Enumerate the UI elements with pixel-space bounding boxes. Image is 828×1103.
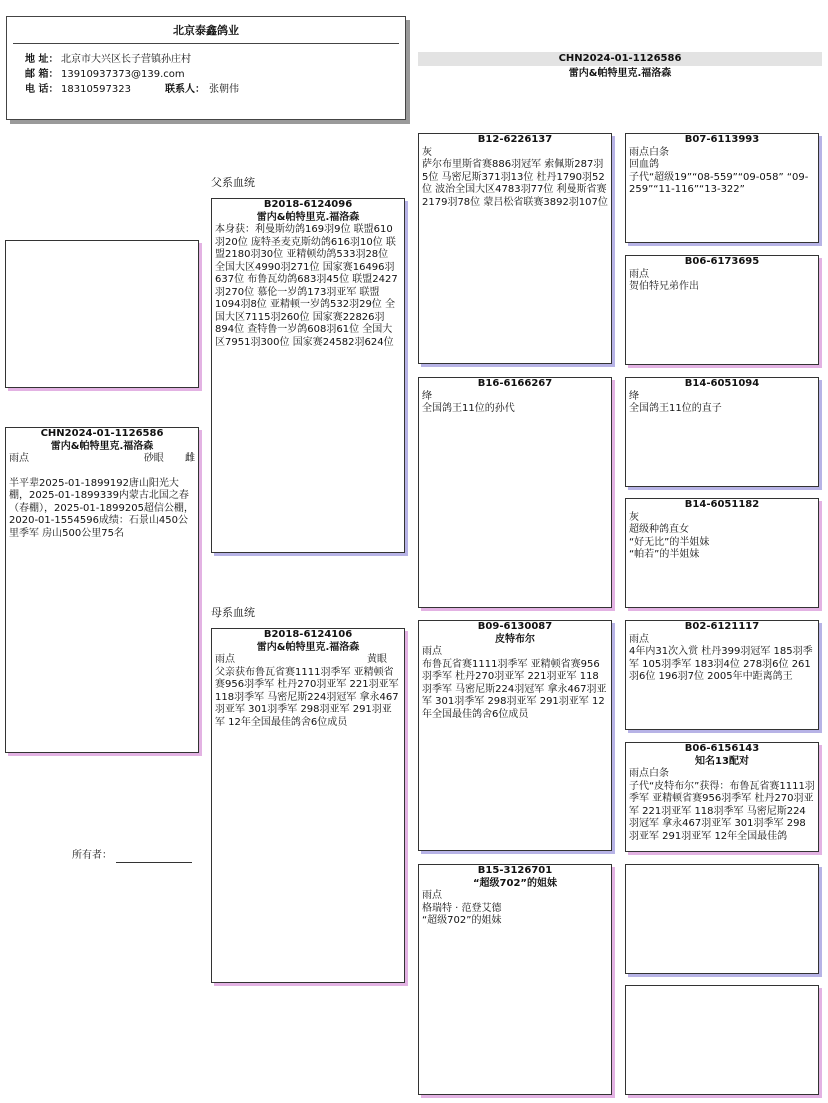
sdd-card: [625, 498, 819, 608]
subject-ring: CHN2024-01-1126586: [40, 428, 164, 439]
subject-card: [5, 427, 199, 753]
sire-dam-card: [418, 377, 612, 608]
sdd-ring: B14-6051182: [684, 499, 760, 510]
dam-dam-card: [418, 864, 612, 1095]
dds-card: [625, 864, 819, 974]
sdd-detail: 超级种鸽直女 “好无比”的半姐妹 “帕若”的半姐妹: [629, 524, 710, 560]
address-value: 北京市大兴区长子营镇孙庄村: [61, 53, 191, 65]
sss-detail: 回血鸽 子代“超级19”“08-559”“09-058” “09-259”“11-116”“13-322”: [629, 159, 809, 195]
sire-sire-ring: B12-6226137: [477, 134, 553, 145]
sds-ring: B14-6051094: [684, 378, 760, 389]
dam-sire-detail: 布鲁瓦省赛1111羽季军 亚精顿省赛956羽季军 杜丹270羽亚军 221羽亚军 118羽季军 马密尼斯224羽冠军 拿永467羽亚军 301羽季军 298羽亚军 291羽亚军 12年全国最佳鸽舍6位成员: [422, 658, 607, 720]
company-name: 北京泰鑫鸽业: [173, 24, 239, 37]
sire-sire-detail: 萨尔布里斯省赛886羽冠军 索佩斯287羽5位 马密尼斯371羽13位 杜丹1790羽52位 波治全国大区4783羽77位 利曼斯省赛2179羽78位 蒙吕松省联赛3892羽107位: [422, 159, 608, 208]
address-row: [7, 52, 405, 67]
ssd-detail: 贺伯特兄弟作出: [629, 281, 699, 292]
header-divider: [13, 43, 399, 44]
dsd-name: 知名13配对: [695, 755, 749, 767]
subject-sex: 雌: [185, 453, 195, 464]
dam-card: [211, 628, 405, 983]
ssd-card: [625, 255, 819, 365]
dam-line-label: 母系血统: [211, 606, 255, 619]
header-card: [6, 16, 406, 120]
dam-sire-ring: B09-6130087: [477, 621, 553, 632]
sds-card: [625, 377, 819, 487]
dss-color: 雨点: [629, 633, 649, 645]
top-ring: CHN2024-01-1126586: [558, 53, 682, 64]
sire-ring: B2018-6124096: [263, 199, 353, 210]
address-label: 地 址：: [25, 53, 59, 65]
dsd-color: 雨点白条: [629, 768, 669, 779]
subject-eye: 砂眼: [143, 453, 164, 464]
top-title-bar: [418, 52, 822, 66]
dam-sire-card: [418, 620, 612, 851]
dss-detail: 4年内31次入赏 杜丹399羽冠军 185羽季军 105羽季军 183羽4位 278羽6位 261羽6位 196羽7位 2005年中距离鸽王: [629, 646, 813, 682]
dam-attributes: [212, 654, 404, 667]
dam-dam-color: 雨点: [422, 890, 442, 901]
top-name: 雷内&帕特里克.福洛森: [568, 68, 672, 79]
ssd-ring: B06-6173695: [684, 256, 760, 267]
dam-name: 雷内&帕特里克.福洛森: [256, 641, 360, 653]
subject-name: 雷内&帕特里克.福洛森: [50, 440, 154, 452]
photo-placeholder: [5, 240, 199, 388]
email-row: [7, 67, 405, 82]
dam-dam-detail: 格瑞特 · 范登艾德 “超级702”的姐妹: [422, 902, 502, 926]
email-label: 邮 箱：: [25, 68, 59, 80]
contact-value: 张朝伟: [209, 83, 239, 95]
owner-label: 所有者：: [72, 850, 112, 861]
sss-card: [625, 133, 819, 243]
sdd-color: 灰: [629, 511, 639, 523]
dam-color: 雨点: [215, 654, 235, 665]
dsd-card: [625, 742, 819, 852]
sire-sire-color: 灰: [422, 146, 432, 158]
dam-dam-name: “超级702”的姐妹: [472, 877, 558, 889]
subject-color: 雨点: [9, 453, 29, 464]
owner-row: [72, 850, 192, 863]
subject-detail: 半平辈2025-01-1899192唐山阳光大棚，2025-01-1899339内蒙古北国之春（春棚），2025-01-1899205超信公棚，2020-01-1554596成绩：石景山450公里季军 房山500公里75名: [9, 477, 194, 539]
dam-dam-ring: B15-3126701: [477, 865, 553, 876]
contact-label: 联系人：: [165, 83, 205, 95]
sire-name: 雷内&帕特里克.福洛森: [256, 211, 360, 223]
ddd-card: [625, 985, 819, 1095]
sire-sire-card: [418, 133, 612, 364]
sds-detail: 全国鸽王11位的直子: [629, 403, 722, 414]
ssd-color: 雨点: [629, 268, 649, 280]
dam-ring: B2018-6124106: [263, 629, 353, 640]
dam-detail: 父亲获布鲁瓦省赛1111羽季军 亚精顿省赛956羽季军 杜丹270羽亚军 221羽亚军 118羽季军 马密尼斯224羽冠军 拿永467羽亚军 301羽季军 298羽亚军 291羽亚军 12年全国最佳鸽舍6位成员: [215, 666, 402, 728]
sire-dam-ring: B16-6166267: [477, 378, 553, 389]
sss-ring: B07-6113993: [684, 134, 760, 145]
phone-row: [7, 82, 405, 97]
dsd-ring: B06-6156143: [684, 743, 760, 754]
dam-sire-color: 雨点: [422, 646, 442, 657]
dam-sire-name: 皮特布尔: [495, 633, 535, 645]
dss-ring: B02-6121117: [684, 621, 760, 632]
sire-dam-detail: 全国鸽王11位的孙代: [422, 403, 515, 414]
sds-color: 绛: [629, 390, 639, 402]
dss-card: [625, 620, 819, 730]
dam-eye: 黄眼: [367, 654, 387, 665]
sire-detail: 本身获：利曼斯幼鸽169羽9位 联盟610羽20位 庞特圣麦克斯幼鸽616羽10位 联盟2180羽30位 亚精顿幼鸽533羽28位 全国大区4990羽271位 国家赛16496羽637位 布鲁瓦幼鸽683羽45位 联盟2427羽270位 慕伦一岁鸽173羽亚军 联盟1094羽8位 亚精顿一岁鸽532羽29位 全国大区7115羽260位 国家赛22826羽894位 查特鲁一岁鸽608羽61位 全国大区7951羽300位 国家赛24582羽624位: [215, 224, 398, 348]
sire-dam-color: 绛: [422, 390, 432, 402]
sss-color: 雨点白条: [629, 146, 669, 158]
owner-field[interactable]: [116, 852, 192, 863]
dsd-detail: 子代“皮特布尔”获得：布鲁瓦省赛1111羽季军 亚精顿省赛956羽季军 杜丹270羽亚军 221羽亚军 118羽季军 马密尼斯224羽冠军 拿永467羽亚军 301羽季军 298羽亚军 291羽亚军 12年全国最佳鸽: [629, 780, 815, 842]
phone-label: 电 话：: [25, 83, 59, 95]
sire-card: [211, 198, 405, 553]
sire-line-label: 父系血统: [211, 176, 255, 189]
phone-value: 18310597323: [61, 83, 131, 95]
email-value[interactable]: 13910937373@139.com: [61, 68, 185, 80]
subject-attributes: [6, 453, 198, 466]
